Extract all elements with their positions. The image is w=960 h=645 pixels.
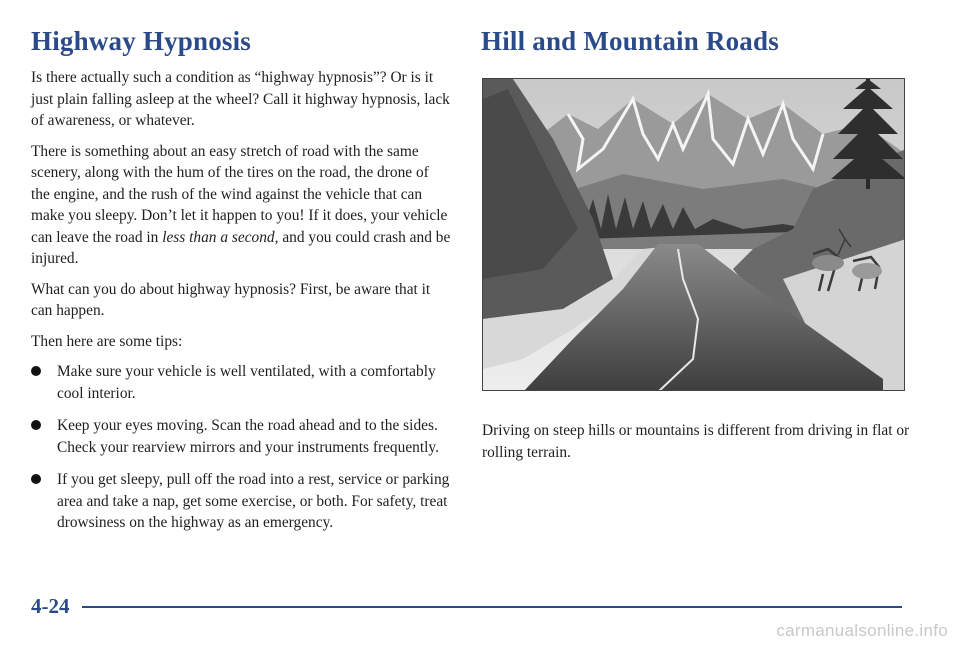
list-item [31,469,451,534]
tips-list [31,361,451,534]
section-heading-highway-hypnosis: Highway Hypnosis [31,26,252,56]
scenery-text-a: There is something about an easy stretch of road with the same scenery, along with the hum of the tires on the road, the drone of the engine, and the rush of the wind against the vehicle that can make you sleepy. Don’t let it happen to you! If it does, your vehicle can leave the road in [31,142,448,246]
bullet-icon [31,420,41,430]
list-item [31,415,451,458]
scenery-paragraph [31,141,451,270]
footer-rule [82,606,902,608]
tip-text: Make sure your vehicle is well ventilated, with a comfortably cool interior. [57,363,436,402]
bullet-icon [31,366,41,376]
figure-caption: Driving on steep hills or mountains is different from driving in flat or rolling terrain. [482,422,910,461]
tips-intro: Then here are some tips: [31,332,183,350]
mountain-road-image [483,79,905,391]
question-paragraph: What can you do about highway hypnosis? First, be aware that it can happen. [31,280,431,319]
scenery-emphasis: less than a second, [162,228,279,246]
watermark: carmanualsonline.info [776,621,948,640]
bullet-icon [31,474,41,484]
page-number: 4-24 [31,594,70,618]
tip-text: Keep your eyes moving. Scan the road ahead and to the sides. Check your rearview mirrors and your instruments frequently. [57,417,439,456]
tip-text: If you get sleepy, pull off the road into a rest, service or parking area and take a nap, get some exercise, or both. For safety, treat drowsiness on the highway as an emergency. [57,471,450,531]
intro-paragraph: Is there actually such a condition as “highway hypnosis”? Or is it just plain falling asleep at the wheel? Call it highway hypnosis, lack of awareness, or whatever. [31,69,450,129]
left-column [31,67,451,545]
mountain-road-illustration [482,78,905,391]
scenery-text-b: and you could crash and be injured. [31,228,451,267]
section-heading-hill-mountain-roads: Hill and Mountain Roads [481,26,779,56]
list-item [31,361,451,404]
